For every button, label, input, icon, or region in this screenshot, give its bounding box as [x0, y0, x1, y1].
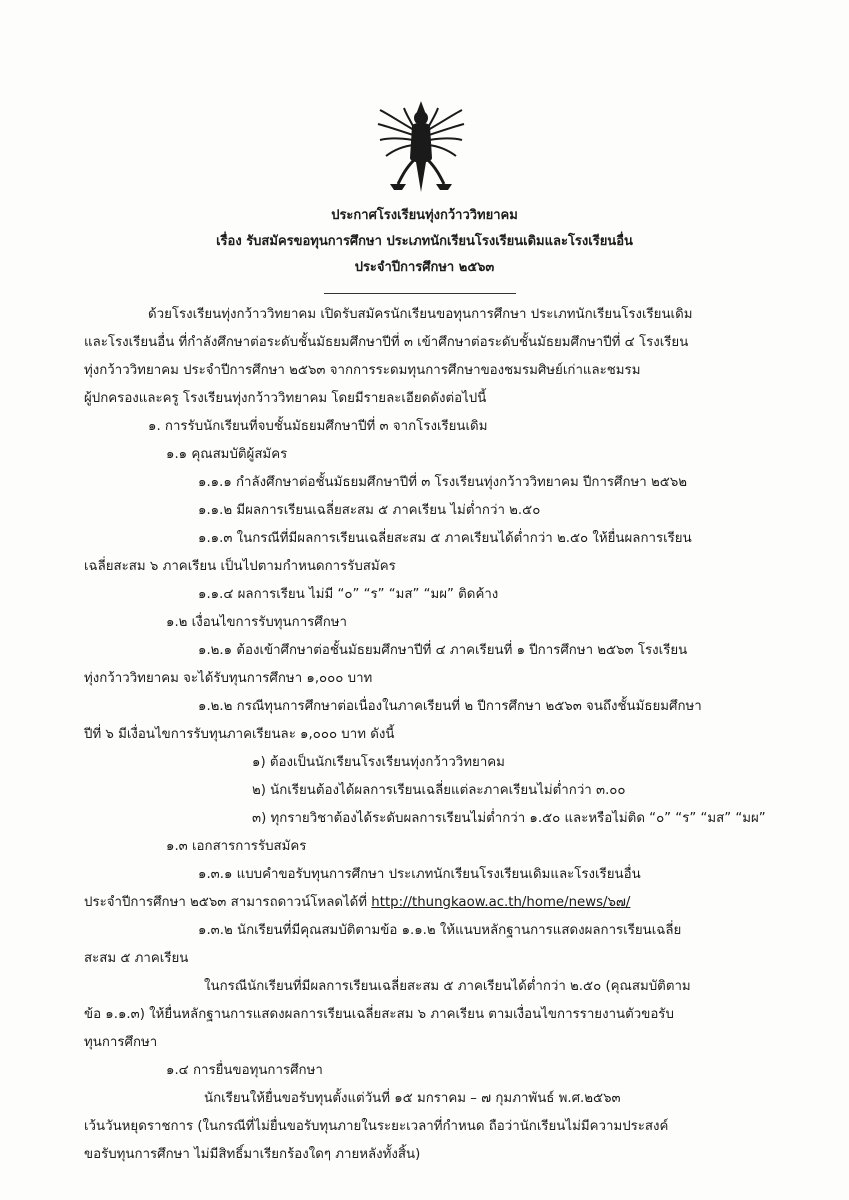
item-1-2-2-line-2: ปีที่ ๖ มีเงื่อนไขการรับทุนภาคเรียนละ ๑,๐๐๐ บาท ดังนี้	[84, 727, 395, 742]
item-1-3-1-line-1: ๑.๓.๑ แบบคำขอรับทุนการศึกษา ประเภทนักเรียนโรงเรียนเดิมและโรงเรียนอื่น	[198, 867, 641, 882]
item-1-3-2-line-5: ทุนการศึกษา	[84, 1035, 158, 1050]
condition-2: ๒) นักเรียนต้องได้ผลการเรียนเฉลี่ยแต่ละภาคเรียนไม่ต่ำกว่า ๓.๐๐	[252, 783, 626, 798]
item-1-3-2-line-3: ในกรณีนักเรียนที่มีผลการเรียนเฉลี่ยสะสม ๕ ภาคเรียนได้ต่ำกว่า ๒.๕๐ (คุณสมบัติตาม	[204, 979, 691, 994]
item-1-3-1-text: ประจำปีการศึกษา ๒๕๖๓ สามารถดาวน์โหลดได้ที่	[84, 895, 368, 910]
section-1-4-line-2: เว้นวันหยุดราชการ (ในกรณีที่ไม่ยื่นขอรับทุนภายในระยะเวลาที่กำหนด ถือว่านักเรียนไม่มีความประสงค์	[84, 1119, 669, 1134]
item-1-1-3-line-2: เฉลี่ยสะสม ๖ ภาคเรียน เป็นไปตามกำหนดการรับสมัคร	[84, 559, 396, 574]
item-1-3-2-line-2: สะสม ๕ ภาคเรียน	[84, 951, 189, 966]
item-1-2-1-line-2: ทุ่งกว้าววิทยาคม จะได้รับทุนการศึกษา ๑,๐๐๐ บาท	[84, 671, 373, 686]
download-link[interactable]: http://thungkaow.ac.th/home/news/๖๗/	[371, 895, 631, 910]
intro-line-4: ผู้ปกครองและครู โรงเรียนทุ่งกว้าววิทยาคม โดยมีรายละเอียดดังต่อไปนี้	[84, 391, 487, 406]
intro-line-2: และโรงเรียนอื่น ที่กำลังศึกษาต่อระดับชั้นมัธยมศึกษาปีที่ ๓ เข้าศึกษาต่อระดับชั้นมัธยมศึกษาปีที่ ๔ โรงเรียน	[84, 335, 689, 350]
item-1-3-2-line-4: ข้อ ๑.๑.๓) ให้ยื่นหลักฐานการแสดงผลการเรียนเฉลี่ยสะสม ๖ ภาคเรียน ตามเงื่อนไขการรายงานตัวขอรับ	[84, 1007, 674, 1022]
item-1-3-1-line-2	[84, 893, 630, 913]
intro-line-3: ทุ่งกว้าววิทยาคม ประจำปีการศึกษา ๒๕๖๓ จากการระดมทุนการศึกษาของชมรมศิษย์เก่าและชมรม	[84, 363, 641, 378]
section-1-4-line-3: ขอรับทุนการศึกษา ไม่มีสิทธิ์มาเรียกร้องใดๆ ภายหลังทั้งสิ้น)	[84, 1147, 421, 1162]
intro-line-1: ด้วยโรงเรียนทุ่งกว้าววิทยาคม เปิดรับสมัครนักเรียนขอทุนการศึกษา ประเภทนักเรียนโรงเรียนเดิม	[148, 307, 693, 322]
section-1-2-heading: ๑.๒ เงื่อนไขการรับทุนการศึกษา	[166, 615, 348, 630]
section-1-3-heading: ๑.๓ เอกสารการรับสมัคร	[166, 839, 307, 854]
item-1-3-2-line-1: ๑.๓.๒ นักเรียนที่มีคุณสมบัติตามข้อ ๑.๑.๒ ให้แนบหลักฐานการแสดงผลการเรียนเฉลี่ย	[198, 923, 682, 938]
item-1-1-2: ๑.๑.๒ มีผลการเรียนเฉลี่ยสะสม ๕ ภาคเรียน ไม่ต่ำกว่า ๒.๕๐	[198, 503, 541, 518]
title-line-2: เรื่อง รับสมัครขอทุนการศึกษา ประเภทนักเรียนโรงเรียนเดิมและโรงเรียนอื่น	[216, 234, 633, 249]
section-1-1-heading: ๑.๑ คุณสมบัติผู้สมัคร	[166, 447, 288, 462]
item-1-2-1-line-1: ๑.๒.๑ ต้องเข้าศึกษาต่อชั้นมัธยมศึกษาปีที่ ๔ ภาคเรียนที่ ๑ ปีการศึกษา ๒๕๖๓ โรงเรียน	[198, 643, 688, 658]
item-1-1-4: ๑.๑.๔ ผลการเรียน ไม่มี “๐” “ร” “มส” “มผ” ติดค้าง	[198, 587, 499, 602]
item-1-2-2-line-1: ๑.๒.๒ กรณีทุนการศึกษาต่อเนื่องในภาคเรียนที่ ๒ ปีการศึกษา ๒๕๖๓ จนถึงชั้นมัธยมศึกษา	[198, 699, 702, 714]
section-1-4-line-1: นักเรียนให้ยื่นขอรับทุนตั้งแต่วันที่ ๑๕ มกราคม – ๗ กุมภาพันธ์ พ.ศ.๒๕๖๓	[204, 1091, 621, 1106]
section-1-4-heading: ๑.๔ การยื่นขอทุนการศึกษา	[166, 1063, 323, 1078]
condition-1: ๑) ต้องเป็นนักเรียนโรงเรียนทุ่งกว้าววิทยาคม	[252, 755, 505, 770]
item-1-1-3-line-1: ๑.๑.๓ ในกรณีที่มีผลการเรียนเฉลี่ยสะสม ๕ ภาคเรียนได้ต่ำกว่า ๒.๕๐ ให้ยื่นผลการเรียน	[198, 531, 692, 546]
title-line-1: ประกาศโรงเรียนทุ่งกว้าววิทยาคม	[331, 208, 518, 223]
title-line-3: ประจำปีการศึกษา ๒๕๖๓	[354, 260, 495, 275]
section-1-heading: ๑. การรับนักเรียนที่จบชั้นมัธยมศึกษาปีที่ ๓ จากโรงเรียนเดิม	[148, 419, 488, 434]
item-1-1-1: ๑.๑.๑ กำลังศึกษาต่อชั้นมัธยมศึกษาปีที่ ๓ โรงเรียนทุ่งกว้าววิทยาคม ปีการศึกษา ๒๕๖๒	[198, 475, 688, 490]
condition-3: ๓) ทุกรายวิชาต้องได้ระดับผลการเรียนไม่ต่ำกว่า ๑.๕๐ และหรือไม่ติด “๐” “ร” “มส” “มผ”	[252, 811, 766, 826]
